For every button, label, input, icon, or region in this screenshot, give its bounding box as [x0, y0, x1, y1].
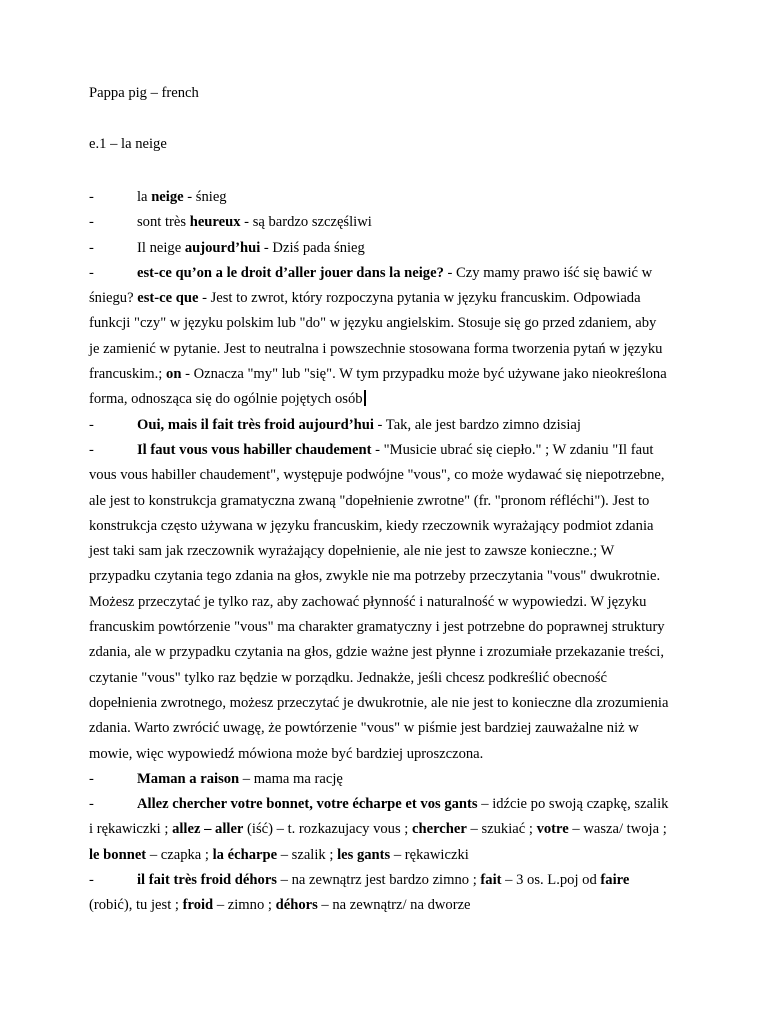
vocabulary-list [89, 185, 669, 919]
translation-text: - Dziś pada śnieg [260, 239, 365, 256]
translation-text: – szalik ; [277, 846, 338, 863]
bold-term: aujourd’hui [184, 239, 261, 256]
bold-term: est-ce que [137, 290, 199, 307]
list-item [89, 767, 669, 792]
list-item-text [89, 872, 629, 913]
translation-text: - Czy mamy prawo iść się bawić w śniegu? [89, 264, 653, 307]
list-item-text [137, 189, 227, 205]
translation-text: - "Musicie ubrać się ciepło." ; W zdaniu "Il faut vous vous habiller chaudement", występuje podwójne "vous", co może wydawać się niepotrzebne, ale jest to konstrukcja gramatyczna zwaną "dopełnienie zwrotne" (fr. "pronom réfléchi"). Jest to konstrukcja często używana w języku francuskim, kiedy rzeczownik wyrażający podmiot zdania jest taki sam jak rzeczownik wyrażający dopełnienie, ale nie jest to zawsze konieczne.; W przypadku czytania tego zdania na głos, zwykle nie ma potrzeby przeczytania "vous" dwukrotnie. Możesz przeczytać je tylko raz, aby zachować płynność i naturalność w wypowiedzi. W języku francuskim powtórzenie "vous" ma charakter gramatyczny i jest potrzebne do poprawnej struktury zdania, ale w przypadku czytania na głos, gdzie ważne jest płynne i zrozumiałe przekazanie treści, czytanie "vous" tylko raz będzie w porządku. Jednakże, jeśli chcesz podkreślić obecność dopełnienia zwrotnego, możesz przeczytać je dwukrotnie, ale nie jest to konieczne dla zrozumienia zdania. Warto zwrócić uwagę, że powtórzenie "vous" w piśmie jest bardziej zauważalne niż w mowie, więc wypowiedź mówiona może być bardziej uproszczona. [89, 441, 669, 762]
list-item-text [137, 771, 343, 787]
section-heading: e.1 – la neige [89, 136, 167, 152]
list-item-text [89, 796, 668, 863]
bold-term: les gants [337, 846, 391, 863]
text-cursor [364, 390, 366, 406]
bold-term: froid [182, 897, 214, 914]
translation-text: (iść) – t. rozkazujacy vous ; [243, 821, 412, 838]
bold-term: il fait très froid déhors [137, 872, 277, 889]
list-item [89, 792, 669, 868]
bullet-dash: - [89, 770, 94, 787]
bullet-dash: - [89, 214, 94, 231]
bold-term: est-ce qu’on a le droit d’aller jouer dans la neige? [137, 264, 444, 281]
list-item [89, 210, 669, 235]
list-item-text [89, 265, 667, 407]
translation-text: – na zewnątrz/ na dworze [317, 897, 471, 914]
bullet-dash: - [89, 796, 94, 813]
translation-text: – zimno ; [213, 897, 276, 914]
bullet-dash: - [89, 441, 94, 458]
translation-text: – czapka ; [146, 846, 213, 863]
translation-text: – rękawiczki [390, 846, 469, 863]
translation-text: – szukiać ; [466, 821, 537, 838]
document-title: Pappa pig – french [89, 85, 199, 101]
translation-text: – na zewnątrz jest bardzo zimno ; [276, 872, 481, 889]
bold-term: faire [600, 872, 630, 889]
translation-text: - Jest to zwrot, który rozpoczyna pytania w języku francuskim. Odpowiada funkcji "czy" w języku polskim lub "do" w języku angielskim. Stosuje się go przed zdaniem, aby je zamienić w pytanie. Jest to neutralna i powszechnie stosowana forma tworzenia pytań w języku francuskim.; [89, 290, 663, 383]
bold-term: déhors [275, 897, 318, 914]
bold-term: neige [151, 189, 184, 205]
translation-text: - śnieg [183, 189, 227, 205]
list-item-text [89, 442, 668, 762]
translation-text: (robić), tu jest ; [89, 897, 183, 914]
translation-text: - Tak, ale jest bardzo zimno dzisiaj [373, 416, 581, 433]
bullet-dash: - [89, 239, 94, 256]
list-item [89, 185, 669, 210]
translation-text: – wasza/ twoja ; [568, 821, 667, 838]
bold-term: allez – aller [172, 821, 244, 838]
bold-term: fait [480, 872, 502, 889]
list-item-text [137, 417, 581, 433]
bold-term: Il faut vous vous habiller chaudement [137, 441, 372, 458]
list-item [89, 413, 669, 438]
translation-text: - są bardzo szczęśliwi [240, 214, 372, 231]
list-item [89, 261, 669, 413]
translation-text: la [137, 189, 152, 205]
bullet-dash: - [89, 189, 94, 205]
bullet-dash: - [89, 416, 94, 433]
list-item-text [137, 240, 365, 256]
translation-text: – mama ma rację [239, 770, 343, 787]
list-item [89, 438, 669, 767]
bold-term: Allez chercher votre bonnet, votre écharpe et vos gants [137, 796, 478, 813]
translation-text: - Oznacza "my" lub "się". W tym przypadku może być używane jako nieokreślona forma, odnosząca się do ogólnie pojętych osób [89, 366, 667, 408]
list-item [89, 868, 669, 919]
bold-term: chercher [412, 821, 467, 838]
list-item-text [137, 214, 372, 230]
bullet-dash: - [89, 872, 94, 889]
translation-text: sont très [137, 214, 190, 231]
translation-text: Il neige [137, 239, 185, 256]
bold-term: la écharpe [212, 846, 278, 863]
bold-term: on [166, 366, 182, 383]
bold-term: le bonnet [89, 846, 147, 863]
bullet-dash: - [89, 264, 94, 281]
list-item [89, 236, 669, 261]
bold-term: Oui, mais il fait très froid aujourd’hui [137, 416, 374, 433]
bold-term: votre [536, 821, 569, 838]
translation-text: – idźcie po swoją czapkę, szalik i rękawiczki ; [89, 796, 669, 838]
bold-term: Maman a raison [137, 770, 240, 787]
bold-term: heureux [189, 214, 241, 231]
translation-text: – 3 os. L.poj od [501, 872, 601, 889]
